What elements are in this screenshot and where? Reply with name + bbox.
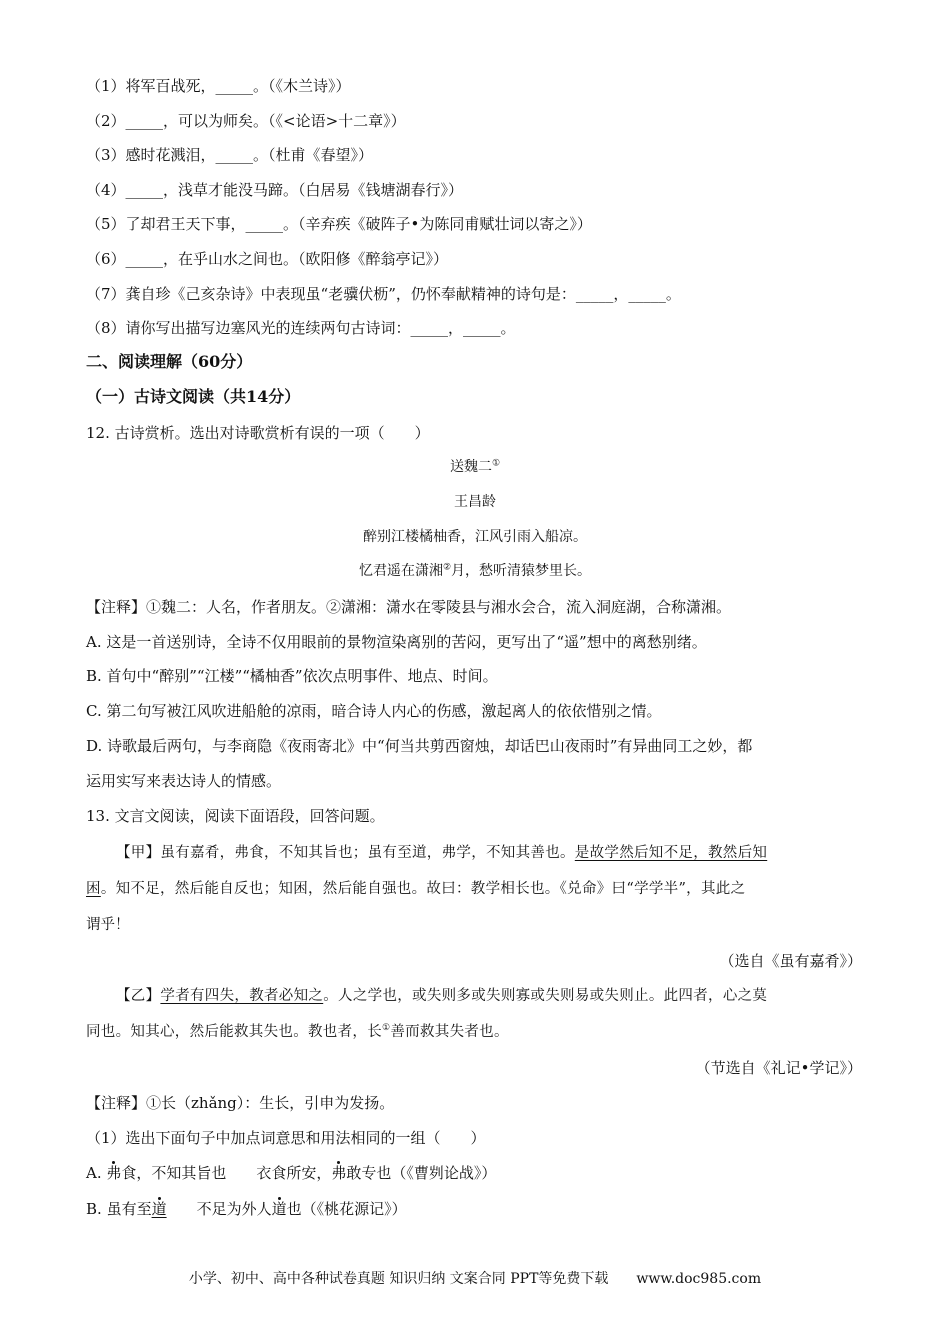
poem-title: 送魏二①: [449, 458, 501, 475]
jia-passage-line-2: 困。知不足，然后能自反也；知困，然后能自强也。故曰：教学相长也。《兑命》曰“学学半”，其此之: [86, 881, 746, 897]
fill-item-2: （2）_____，可以为师矣。（《<论语>十二章》）: [86, 112, 406, 130]
q12-option-d: D. 诗歌最后两句，与李商隐《夜雨寄北》中“何当共剪西窗烛，却话巴山夜雨时”有异曲同工之妙，都: [86, 737, 753, 755]
fill-item-7: （7）龚自珍《己亥杂诗》中表现虽“老骥伏枥”，仍怀奉献精神的诗句是：_____，_____。: [86, 285, 681, 303]
q13-stem: 13. 文言文阅读，阅读下面语段，回答问题。: [86, 807, 385, 825]
fill-item-8: （8）请你写出描写边塞风光的连续两句古诗词：_____，_____。: [86, 319, 516, 337]
page-footer: 小学、初中、高中各种试卷真题 知识归纳 文案合同 PPT等免费下载 www.doc985.com: [188, 1271, 762, 1287]
jia-passage-line-1: 【甲】虽有嘉肴，弗食，不知其旨也；虽有至道，弗学，不知其善也。是故学然后知不足，教然后知: [116, 845, 768, 861]
section-title: 二、阅读理解（60分）: [86, 352, 253, 371]
yi-passage-line-2: 同也。知其心，然后能救其失也。教也者，长①善而救其失者也。: [86, 1023, 509, 1040]
poem-line-2: 忆君遥在潇湘②月，愁听清猿梦里长。: [358, 562, 592, 579]
poem-line-1: 醉别江楼橘柚香，江风引雨入船凉。: [363, 529, 587, 545]
q12-option-a: A. 这是一首送别诗，全诗不仅用眼前的景物渲染离别的苦闷，更写出了“遥”想中的离愁别绪。: [86, 633, 707, 651]
poem-author: 王昌龄: [454, 494, 496, 510]
fill-item-1: （1）将军百战死，_____。（《木兰诗》）: [86, 77, 351, 95]
yi-passage-line-1: 【乙】学者有四失，教者必知之。人之学也，或失则多或失则寡或失则易或失则止。此四者，心之莫: [116, 988, 768, 1004]
fill-item-5: （5）了却君王天下事，_____。（辛弃疾《破阵子•为陈同甫赋壮词以寄之》）: [86, 215, 592, 233]
fill-item-3: （3）感时花溅泪，_____。（杜甫《春望》）: [86, 146, 374, 164]
q13-option-a: A. 弗食，不知其旨也 衣食所安，弗敢专也（《曹刿论战》）: [86, 1164, 497, 1182]
q12-option-c: C. 第二句写被江风吹进船舱的凉雨，暗合诗人内心的伤感，激起离人的依依惜别之情。: [86, 702, 662, 720]
yi-source: （节选自《礼记•学记》）: [695, 1059, 862, 1077]
subsection-title: （一）古诗文阅读（共14分）: [86, 387, 301, 406]
jia-source: （选自《虽有嘉肴》）: [719, 952, 862, 970]
q12-stem: 12. 古诗赏析。选出对诗歌赏析有误的一项（ ）: [86, 424, 430, 442]
q12-option-d-cont: 运用实写来表达诗人的情感。: [86, 772, 282, 790]
q13-option-b: B. 虽有至道 不足为外人道也（《桃花源记》）: [86, 1200, 407, 1218]
q13-notes: 【注释】①长（zhǎng）：生长，引申为发扬。: [86, 1094, 395, 1112]
fill-item-4: （4）_____，浅草才能没马蹄。（白居易《钱塘湖春行》）: [86, 181, 464, 199]
q13-sub1-stem: （1）选出下面句子中加点词意思和用法相同的一组（ ）: [86, 1129, 486, 1147]
jia-passage-line-3: 谓乎！: [86, 917, 130, 933]
q12-notes: 【注释】①魏二：人名，作者朋友。②潇湘：潇水在零陵县与湘水会合，流入洞庭湖，合称潇湘。: [86, 598, 732, 616]
q12-option-b: B. 首句中“醉别”“江楼”“橘柚香”依次点明事件、地点、时间。: [86, 667, 498, 685]
fill-item-6: （6）_____，在乎山水之间也。（欧阳修《醉翁亭记》）: [86, 250, 449, 268]
